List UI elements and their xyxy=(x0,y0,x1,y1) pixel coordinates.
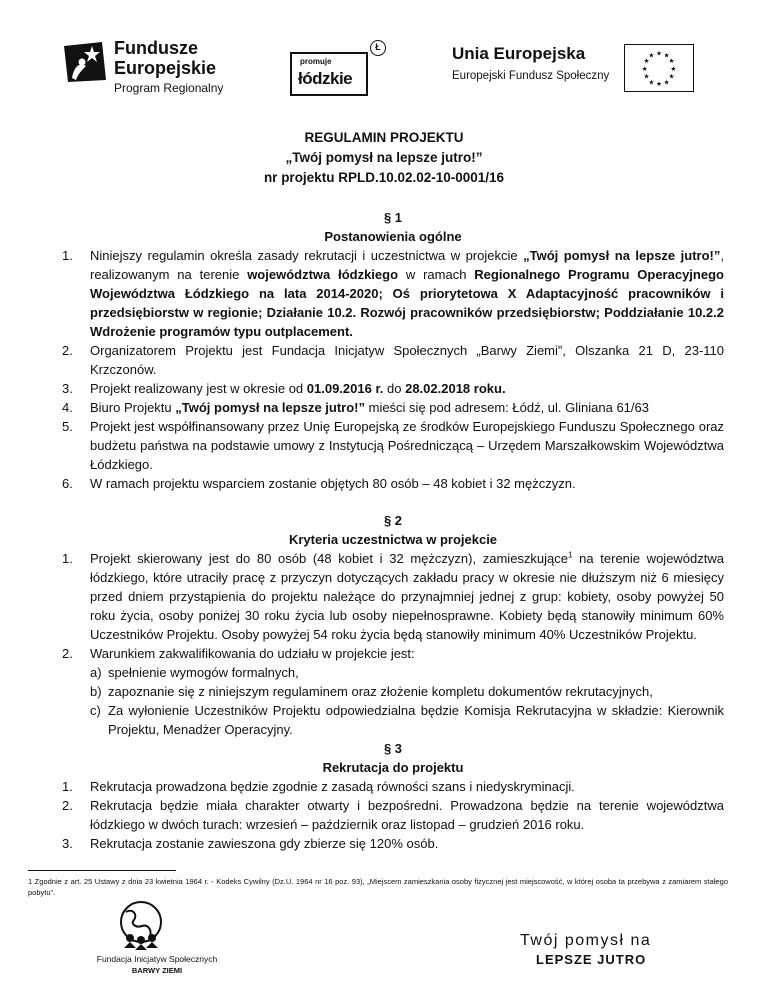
item-number: 2. xyxy=(62,646,73,661)
footnote-text: 1 Zgodnie z art. 25 Ustawy z dnia 23 kwietnia 1964 r. - Kodeks Cywilny (Dz.U. 1964 nr 16 poz. 93), „Miejscem zamieszkania osoby fizycznej jest miejscowość, w której osoba ta przebywa z zamiarem stałego pobytu”. xyxy=(28,877,728,897)
fe-star-icon xyxy=(62,40,108,84)
document-title xyxy=(0,128,768,188)
title-line2: „Twój pomysł na lepsze jutro!” xyxy=(285,150,483,165)
svg-text:★: ★ xyxy=(656,80,662,89)
section1-list xyxy=(62,246,724,493)
item-number: 2. xyxy=(62,343,73,358)
svg-text:★: ★ xyxy=(643,72,650,81)
section2-number: § 2 xyxy=(383,513,403,528)
lodzkie-mark-icon: Ł xyxy=(370,40,386,56)
globe-people-icon xyxy=(112,898,170,950)
eu-text xyxy=(452,44,609,82)
list-item: 4. Biuro Projektu „Twój pomysł na lepsze jutro!” mieści się pod adresem: Łódź, ul. Gliniana 61/63 xyxy=(62,400,649,415)
list-item: 2. Organizatorem Projektu jest Fundacja Inicjatyw Społecznych „Barwy Ziemi”, Olszanka 21 D, 23-110 Krzczonów. xyxy=(62,343,724,377)
list-item: 5. Projekt jest współfinansowany przez Unię Europejską ze środków Europejskiego Funduszu Społecznego oraz budżetu państwa na podstawie umowy z Instytucją Pośredniczącą – Urzędem Marszałkowskim Województwa Łódzkiego. xyxy=(62,419,724,472)
sub-list-item: a) spełnienie wymogów formalnych, xyxy=(90,665,299,680)
slogan-line2: LEPSZE JUTRO xyxy=(536,952,647,967)
item-number: 2. xyxy=(62,798,73,813)
fe-line1: Fundusze xyxy=(114,38,198,58)
svg-text:★: ★ xyxy=(663,51,670,60)
svg-text:★: ★ xyxy=(668,72,675,81)
item-number: 6. xyxy=(62,476,73,491)
lodzkie-big-text: łódzkie xyxy=(298,69,353,88)
section1-heading: Postanowienia ogólne xyxy=(324,229,462,244)
svg-text:★: ★ xyxy=(663,78,670,87)
list-item: 1. Niniejszy regulamin określa zasady rekrutacji i uczestnictwa w projekcie „Twój pomysł na lepsze jutro!”, realizowanym na terenie województwa łódzkiego w ramach Regionalnego Programu Operacyjnego Województwa Łódzkiego na lata 2014-2020; Oś priorytetowa X Adaptacyjność pracowników i przedsiębiorstw w regionie; Działanie 10.2. Rozwój pracowników przedsiębiorstw; Poddziałanie 10.2.2 Wdrożenie programów typu outplacement. xyxy=(62,248,724,339)
eu-flag-icon xyxy=(624,44,694,92)
item-number: 1. xyxy=(62,779,73,794)
sub-list-item: c) Za wyłonienie Uczestników Projektu odpowiedzialna będzie Komisja Rekrutacyjna w składzie: Kierownik Projektu, Menadżer Operacyjny. xyxy=(90,703,724,737)
footnote-divider xyxy=(28,870,176,871)
svg-text:★: ★ xyxy=(648,51,655,60)
list-item: 3. Rekrutacja zostanie zawieszona gdy zbierze się 120% osób. xyxy=(62,836,439,851)
section3-list xyxy=(62,777,724,853)
item-number: 5. xyxy=(62,419,73,434)
fe-line2: Europejskie xyxy=(114,58,217,78)
svg-text:★: ★ xyxy=(656,49,662,58)
title-line3: nr projektu RPLD.10.02.02-10-0001/16 xyxy=(263,170,505,185)
svg-text:★: ★ xyxy=(643,57,650,66)
document-body xyxy=(62,208,724,853)
header-logos xyxy=(0,0,768,110)
sub-list-item: b) zapoznanie się z niniejszym regulaminem oraz złożenie kompletu dokumentów rekrutacyjnych, xyxy=(90,684,653,699)
fundusze-europejskie-logo xyxy=(62,38,237,100)
section3-number: § 3 xyxy=(383,741,403,756)
item-number: 1. xyxy=(62,551,73,566)
section1-number: § 1 xyxy=(383,210,403,225)
barwy-ziemi-logo xyxy=(92,898,222,988)
item-letter: c) xyxy=(90,703,101,718)
slogan-line1: Twój pomysł na xyxy=(520,932,652,949)
list-item: 6. W ramach projektu wsparciem zostanie objętych 80 osób – 48 kobiet i 32 mężczyzn. xyxy=(62,476,576,491)
list-item: 3. Projekt realizowany jest w okresie od 01.09.2016 r. do 28.02.2018 roku. xyxy=(62,381,506,396)
svg-text:★: ★ xyxy=(670,64,677,73)
item-number: 3. xyxy=(62,836,73,851)
title-line1: REGULAMIN PROJEKTU xyxy=(304,130,464,145)
project-slogan xyxy=(520,932,680,967)
item-letter: b) xyxy=(90,684,102,699)
list-item: 1. Rekrutacja prowadzona będzie zgodnie z zasadą równości szans i niedyskryminacji. xyxy=(62,779,575,794)
lodzkie-small-text: promuje xyxy=(300,57,332,66)
fe-line3: Program Regionalny xyxy=(114,81,224,95)
svg-text:★: ★ xyxy=(648,78,655,87)
item-letter: a) xyxy=(90,665,102,680)
eu-title: Unia Europejska xyxy=(452,44,586,63)
foundation-name: Fundacja Inicjatyw Społecznych xyxy=(96,954,218,964)
foundation-subname: BARWY ZIEMI xyxy=(131,966,183,975)
section2-heading: Kryteria uczestnictwa w projekcie xyxy=(288,532,498,547)
list-item: 2. Rekrutacja będzie miała charakter otwarty i bezpośredni. Prowadzona będzie na terenie województwa łódzkiego w dwóch turach: wrzesień – październik oraz listopad – grudzień 2016 roku. xyxy=(62,798,724,832)
section3-heading: Rekrutacja do projektu xyxy=(322,760,464,775)
item-number: 1. xyxy=(62,248,73,263)
eu-subtitle: Europejski Fundusz Społeczny xyxy=(452,70,610,82)
promuje-lodzkie-logo xyxy=(290,40,386,96)
item-number: 3. xyxy=(62,381,73,396)
item-number: 4. xyxy=(62,400,73,415)
svg-text:★: ★ xyxy=(641,64,648,73)
section2-sublist xyxy=(62,663,724,739)
list-item: 1. Projekt skierowany jest do 80 osób (48 kobiet i 32 mężczyzn), zamieszkujące$^1$ na terenie województwa łódzkiego, które utraciły pracę z przyczyn dotyczących zakładu pracy w okresie nie dłuższym niż 6 miesięcy przed dniem przystąpienia do projektu należące do przynajmniej jednej z grup: kobiety, osoby powyżej 50 roku życia, osoby poniżej 30 roku życia lub osoby niepełnosprawne. Kobiety będą stanowiły minimum 60% Uczestników Projektu. Osoby powyżej 54 roku życia będą stanowiły minimum 40% Uczestników Projektu. xyxy=(62,550,725,642)
svg-text:★: ★ xyxy=(668,57,675,66)
footnote-ref[interactable]: 1 xyxy=(568,550,573,560)
list-item: 2. Warunkiem zakwalifikowania do udziału w projekcie jest: xyxy=(62,646,415,661)
section2-list xyxy=(62,549,724,663)
